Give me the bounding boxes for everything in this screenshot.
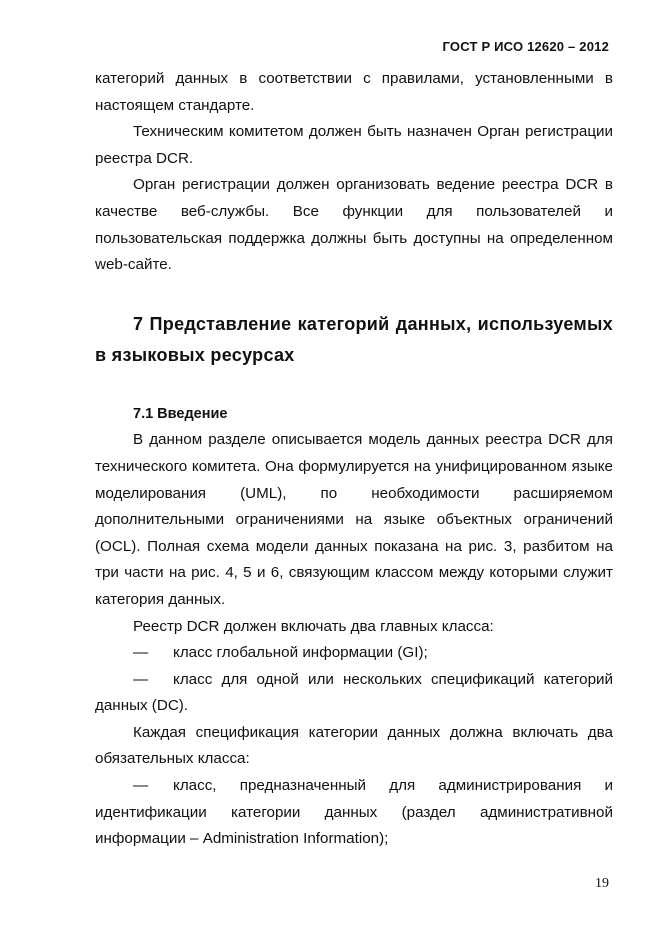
list-item-text: класс, предназначенный для администрирования и идентификации категории данных (раздел административной информации – Administration Information);: [95, 777, 613, 848]
paragraph: Орган регистрации должен организовать ведение реестра DCR в качестве веб-службы. Все функции для пользователей и пользовательская поддержка должны быть доступны на определенном web-сайте.: [95, 176, 613, 274]
section-7-1-heading: 7.1 Введение: [133, 405, 228, 422]
paragraph: категорий данных в соответствии с правилами, установленными в настоящем стандарте.: [95, 70, 613, 114]
list-item-text: класс для одной или нескольких спецификаций категорий данных (DC).: [95, 670, 613, 715]
list-dash: —: [133, 644, 149, 662]
list-item-text: класс глобальной информации (GI);: [173, 644, 428, 662]
page-number: 19: [595, 876, 609, 891]
paragraph: Техническим комитетом должен быть назначен Орган регистрации реестра DCR.: [95, 123, 613, 167]
list-dash: —: [133, 777, 149, 795]
list-item: [95, 640, 613, 667]
document-code-header: ГОСТ Р ИСО 12620 – 2012: [442, 39, 609, 54]
list-item: [95, 667, 613, 720]
list-item: [95, 773, 613, 853]
paragraph: Реестр DCR должен включать два главных класса:: [133, 617, 494, 635]
paragraph: В данном разделе описывается модель данных реестра DCR для технического комитета. Она формулируется на унифицированном языке моделирования (UML), по необходимости расширяемом дополнительными ограничениями на языке объектных ограничений (OCL). Полная схема модели данных показана на рис. 3, разбитом на три части на рис. 4, 5 и 6, связующим классом между которыми служит категория данных.: [95, 431, 613, 608]
list-dash: —: [133, 670, 149, 688]
paragraph: Каждая спецификация категории данных должна включать два обязательных класса:: [95, 723, 613, 768]
section-7-heading: 7 Представление категорий данных, используемых в языковых ресурсах: [95, 313, 613, 365]
page-body: [95, 66, 613, 853]
